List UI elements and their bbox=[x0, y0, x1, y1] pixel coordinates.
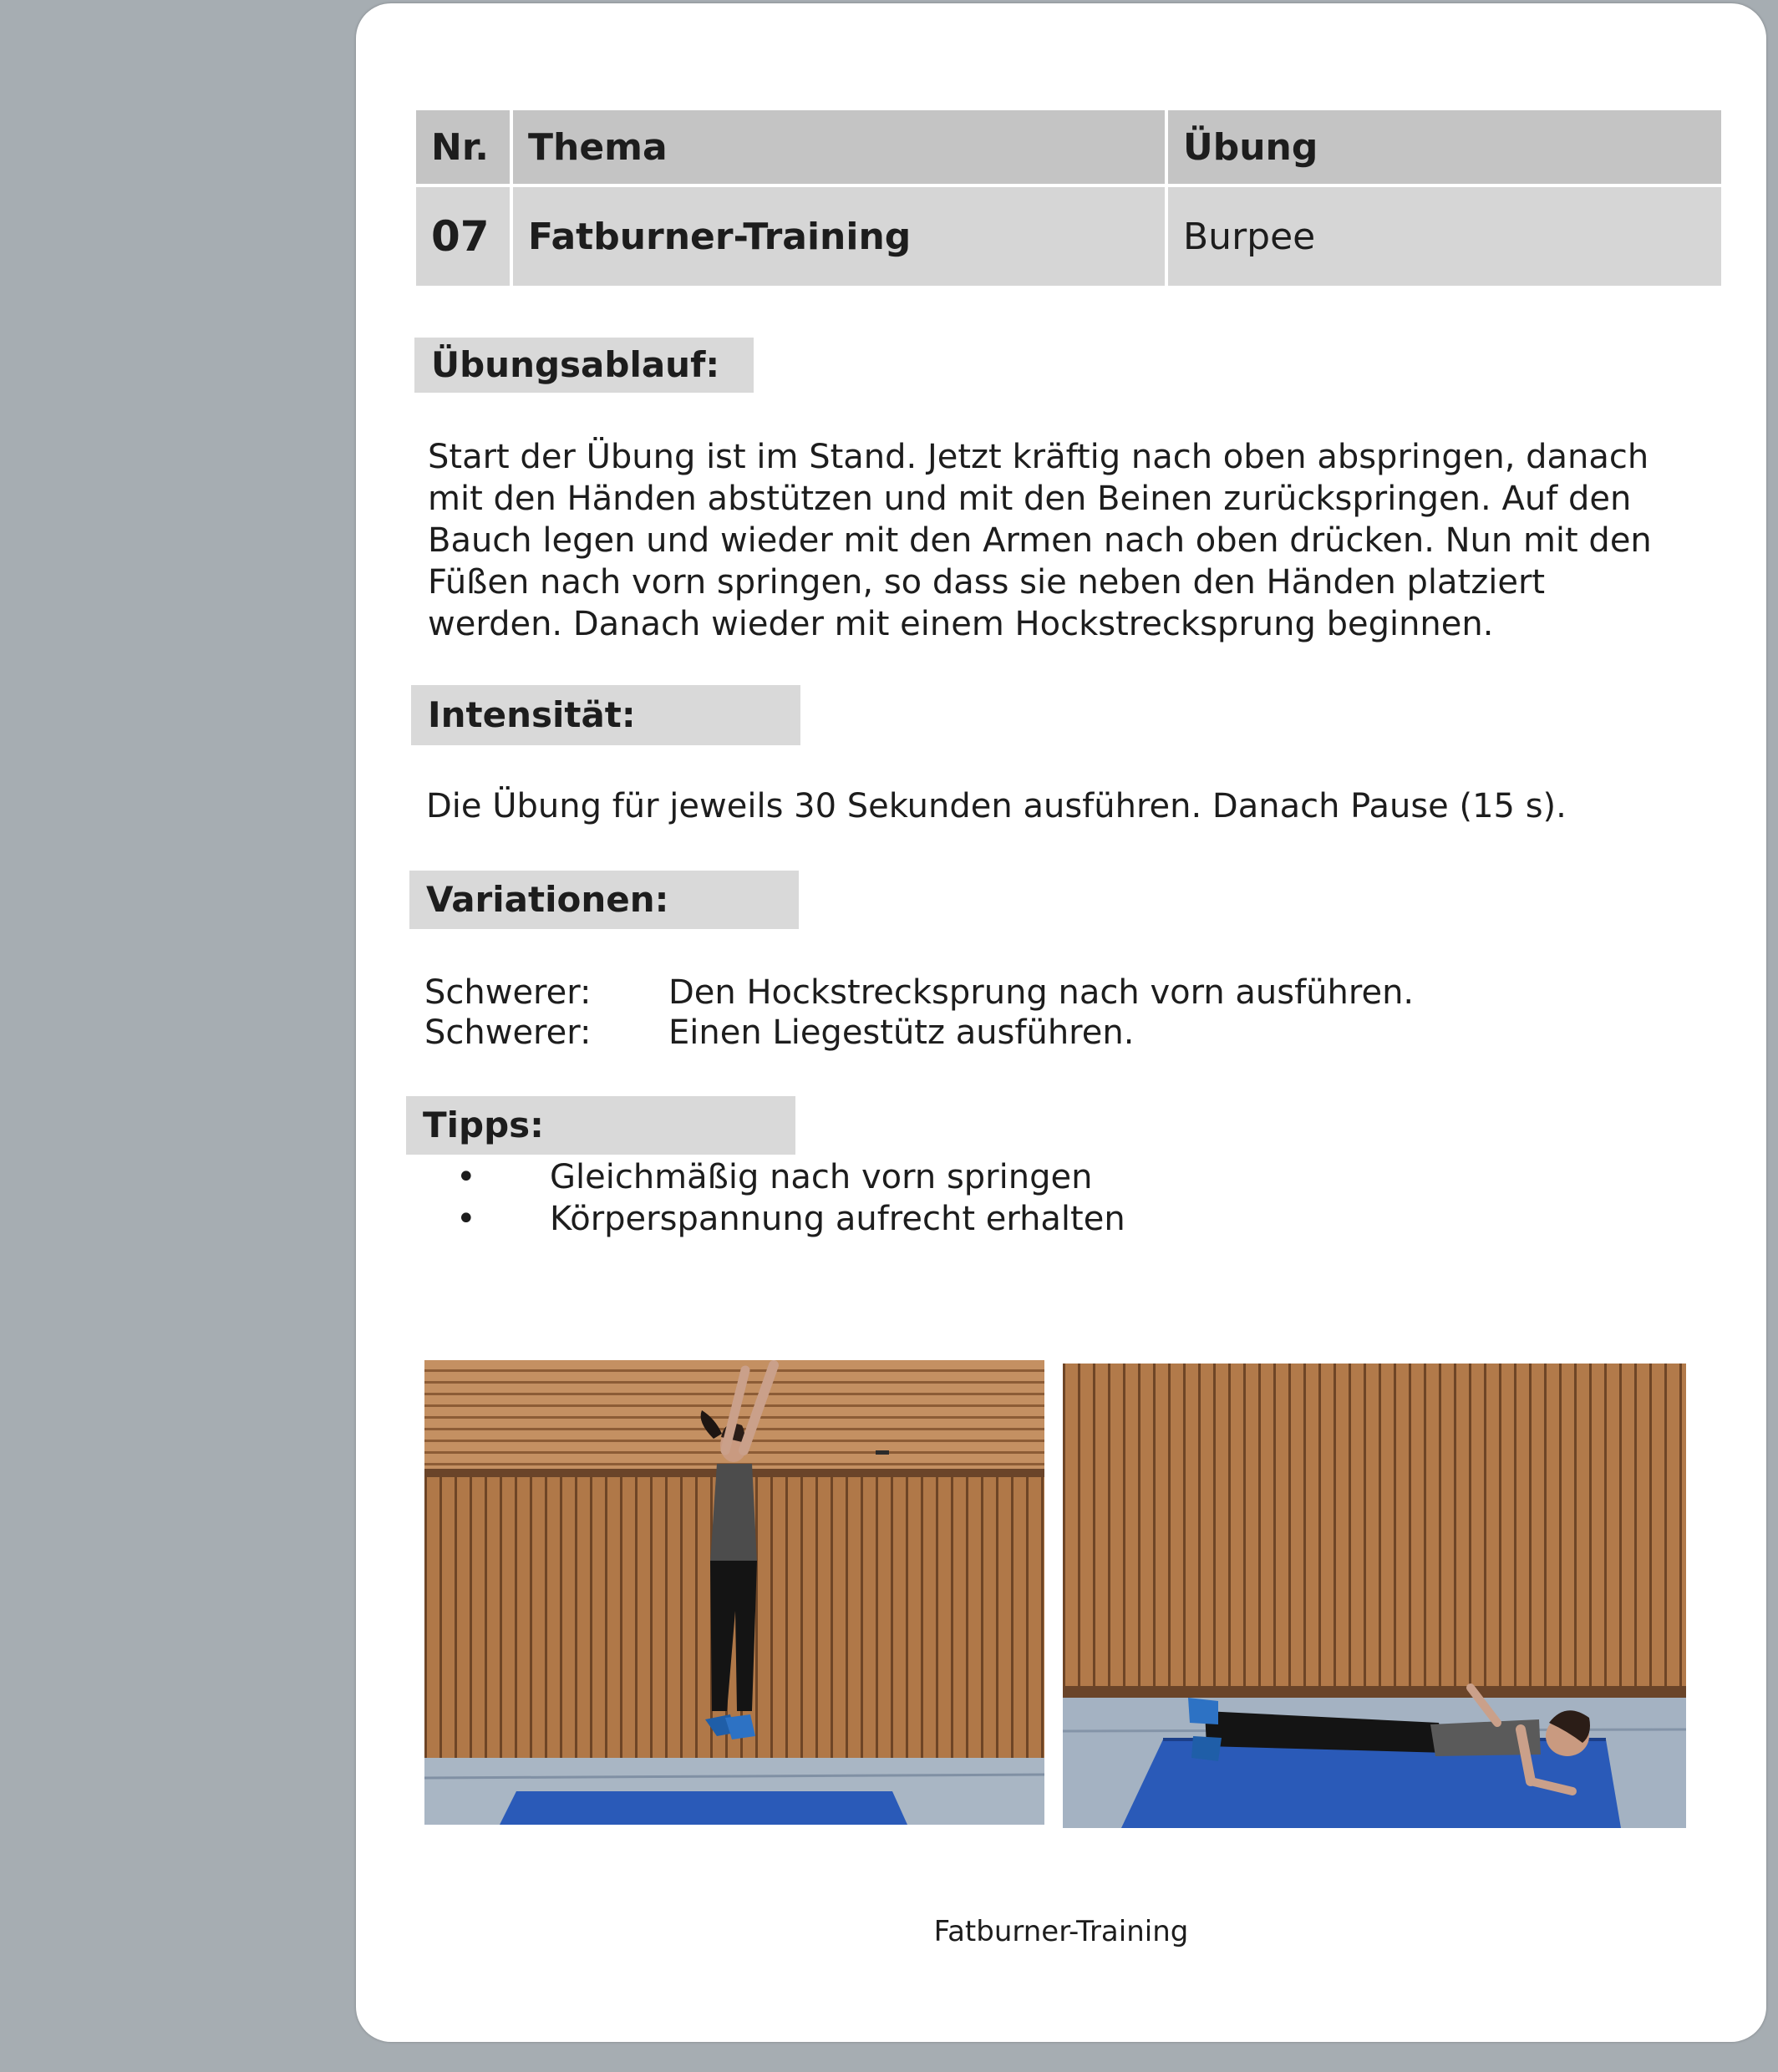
section-title-intensitaet: Intensität: bbox=[411, 685, 800, 745]
footer-title: Fatburner-Training bbox=[933, 1915, 1189, 1948]
variation-label: Schwerer: bbox=[424, 1013, 592, 1052]
list-item bbox=[456, 1156, 1125, 1198]
variation-label: Schwerer: bbox=[424, 973, 592, 1012]
ablauf-line: werden. Danach wieder mit einem Hockstrecksprung beginnen. bbox=[428, 605, 1494, 643]
intensitaet-text: Die Übung für jeweils 30 Sekunden ausführen. Danach Pause (15 s). bbox=[426, 787, 1567, 825]
col-uebung: Übung bbox=[1168, 110, 1721, 184]
exercise-topic: Fatburner-Training bbox=[513, 187, 1165, 286]
col-thema: Thema bbox=[513, 110, 1165, 184]
list-item bbox=[456, 1198, 1125, 1240]
data-row bbox=[416, 187, 1721, 286]
photo-pushup bbox=[1063, 1364, 1686, 1828]
variation-row bbox=[424, 1013, 1134, 1053]
ablauf-line: Bauch legen und wieder mit den Armen nach oben drücken. Nun mit den bbox=[428, 521, 1652, 560]
ablauf-line: mit den Händen abstützen und mit den Beinen zurückspringen. Auf den bbox=[428, 480, 1632, 518]
tip-text: Gleichmäßig nach vorn springen bbox=[550, 1158, 1093, 1196]
ablauf-line: Start der Übung ist im Stand. Jetzt kräftig nach oben abspringen, danach bbox=[428, 438, 1649, 476]
section-title-variationen: Variationen: bbox=[409, 871, 799, 929]
exercise-name: Burpee bbox=[1168, 187, 1721, 286]
variation-text: Den Hockstrecksprung nach vorn ausführen. bbox=[668, 973, 1415, 1012]
photo-pushup-image bbox=[1063, 1364, 1686, 1828]
section-title-tipps: Tipps: bbox=[406, 1096, 795, 1155]
tips-list bbox=[456, 1156, 1125, 1240]
ablauf-text bbox=[428, 436, 1731, 645]
variation-row bbox=[424, 973, 1414, 1013]
col-nr: Nr. bbox=[416, 110, 510, 184]
variation-text: Einen Liegestütz ausführen. bbox=[668, 1013, 1135, 1052]
exercise-card bbox=[356, 3, 1766, 2042]
bullet-icon: • bbox=[456, 1158, 476, 1196]
exercise-number: 07 bbox=[416, 187, 510, 286]
photo-jump bbox=[424, 1360, 1044, 1825]
ablauf-line: Füßen nach vorn springen, so dass sie neben den Händen platziert bbox=[428, 563, 1546, 602]
photo-jump-image bbox=[424, 1360, 1044, 1825]
header-table bbox=[413, 107, 1725, 289]
section-title-ablauf: Übungsablauf: bbox=[414, 338, 754, 393]
header-row bbox=[416, 110, 1721, 184]
bullet-icon: • bbox=[456, 1200, 476, 1238]
tip-text: Körperspannung aufrecht erhalten bbox=[550, 1200, 1125, 1238]
